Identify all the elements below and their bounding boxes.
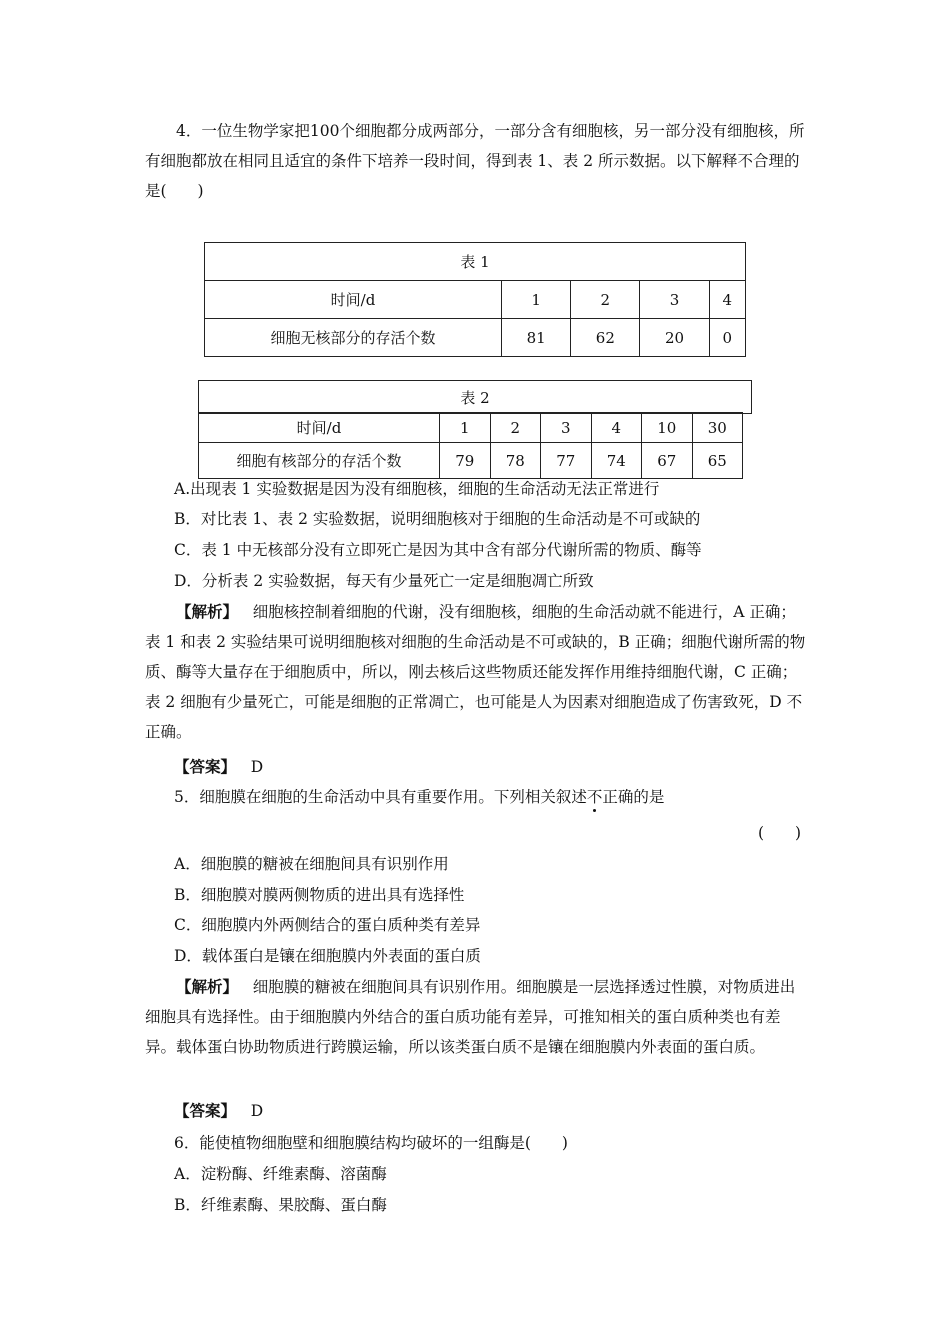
table-2: [198, 412, 743, 479]
q6-option-b: B．纤维素酶、果胶酶、蛋白酶: [174, 1196, 387, 1214]
table-1: [204, 242, 746, 357]
q4-answer-tag: 【答案】: [174, 757, 237, 776]
table-1-count-label: 细胞无核部分的存活个数: [205, 319, 502, 357]
table-1-count-cell: 81: [502, 319, 571, 357]
q5-option-a: A．细胞膜的糖被在细胞间具有识别作用: [174, 855, 449, 873]
table-2-time-cell: 2: [490, 413, 541, 443]
q4-option-c: C．表 1 中无核部分没有立即死亡是因为其中含有部分代谢所需的物质、酶等: [174, 541, 702, 559]
table-1-title: 表 1: [205, 243, 746, 281]
q6-option-a: A．淀粉酶、纤维素酶、溶菌酶: [174, 1165, 387, 1183]
table-2-time-cell: 30: [692, 413, 743, 443]
table-1-time-label: 时间/d: [205, 281, 502, 319]
table-2-count-cell: 67: [642, 443, 693, 479]
q4-option-b: B．对比表 1、表 2 实验数据，说明细胞核对于细胞的生命活动是不可或缺的: [174, 510, 701, 528]
q5-option-d: D．载体蛋白是镶在细胞膜内外表面的蛋白质: [174, 947, 481, 965]
table-1-count-cell: 62: [571, 319, 640, 357]
table-1-count-cell: 20: [640, 319, 709, 357]
q4-option-d: D．分析表 2 实验数据，每天有少量死亡一定是细胞凋亡所致: [174, 572, 594, 590]
q4-option-a: A.出现表 1 实验数据是因为没有细胞核，细胞的生命活动无法正常进行: [174, 480, 660, 498]
q5-analysis-text: 细胞膜的糖被在细胞间具有识别作用。细胞膜是一层选择透过性膜，对物质进出细胞具有选择性。由于细胞膜内外结合的蛋白质功能有差异，可推知相关的蛋白质种类也有差异。载体蛋白协助物质进行跨膜运输，所以该类蛋白质不是镶在细胞膜内外表面的蛋白质。: [145, 978, 796, 1056]
q5-stem-after: 正确的是: [602, 788, 665, 806]
q5-stem-emphasis: 不: [586, 788, 603, 806]
table-2-title-box: [198, 380, 752, 414]
table-1-time-cell: 4: [709, 281, 745, 319]
q4-analysis-tag: 【解析】: [176, 602, 239, 621]
q5-analysis: [145, 972, 807, 1062]
table-2-count-cell: 77: [541, 443, 592, 479]
table-2-count-label: 细胞有核部分的存活个数: [199, 443, 440, 479]
q5-option-c: C．细胞膜内外两侧结合的蛋白质种类有差异: [174, 916, 481, 934]
q6-stem: 6．能使植物细胞壁和细胞膜结构均破坏的一组酶是( ): [174, 1134, 568, 1152]
q5-stem-before: 5．细胞膜在细胞的生命活动中具有重要作用。下列相关叙述: [174, 788, 587, 806]
q4-answer-value: D: [250, 758, 264, 776]
table-2-title: 表 2: [199, 381, 752, 414]
table-1-time-cell: 2: [571, 281, 640, 319]
table-2-time-cell: 10: [642, 413, 693, 443]
table-2-count-cell: 79: [440, 443, 491, 479]
table-2-count-cell: 74: [591, 443, 642, 479]
table-2-count-cell: 78: [490, 443, 541, 479]
table-2-time-cell: 3: [541, 413, 592, 443]
q5-answer-bracket: ( ): [758, 824, 802, 842]
table-1-time-cell: 1: [502, 281, 571, 319]
table-2-time-cell: 1: [440, 413, 491, 443]
q5-analysis-tag: 【解析】: [176, 977, 239, 996]
q5-answer-tag: 【答案】: [174, 1101, 237, 1120]
table-1-count-cell: 0: [709, 319, 745, 357]
q5-answer: [174, 1096, 263, 1126]
q4-answer: [174, 752, 263, 782]
table-1-time-cell: 3: [640, 281, 709, 319]
q4-stem: 4．一位生物学家把100个细胞都分成两部分，一部分含有细胞核，另一部分没有细胞核，所有细胞都放在相同且适宜的条件下培养一段时间，得到表 1、表 2 所示数据。以下解释不合理的是( ): [145, 122, 805, 200]
table-2-count-cell: 65: [692, 443, 743, 479]
q4-analysis-text: 细胞核控制着细胞的代谢，没有细胞核，细胞的生命活动就不能进行，A 正确；表 1 和表 2 实验结果可说明细胞核对细胞的生命活动是不可或缺的，B 正确；细胞代谢所需的物质、酶等大量存在于细胞质中，所以，刚去核后这些物质还能发挥作用维持细胞代谢，C 正确；表 2 细胞有少量死亡，可能是细胞的正常凋亡，也可能是人为因素对细胞造成了伤害致死，D 不正确。: [145, 603, 806, 741]
q5-stem: [174, 782, 664, 812]
table-2-time-cell: 4: [591, 413, 642, 443]
table-2-time-label: 时间/d: [199, 413, 440, 443]
q4-analysis: [145, 597, 807, 747]
q5-answer-value: D: [250, 1102, 264, 1120]
q5-option-b: B．细胞膜对膜两侧物质的进出具有选择性: [174, 886, 465, 904]
